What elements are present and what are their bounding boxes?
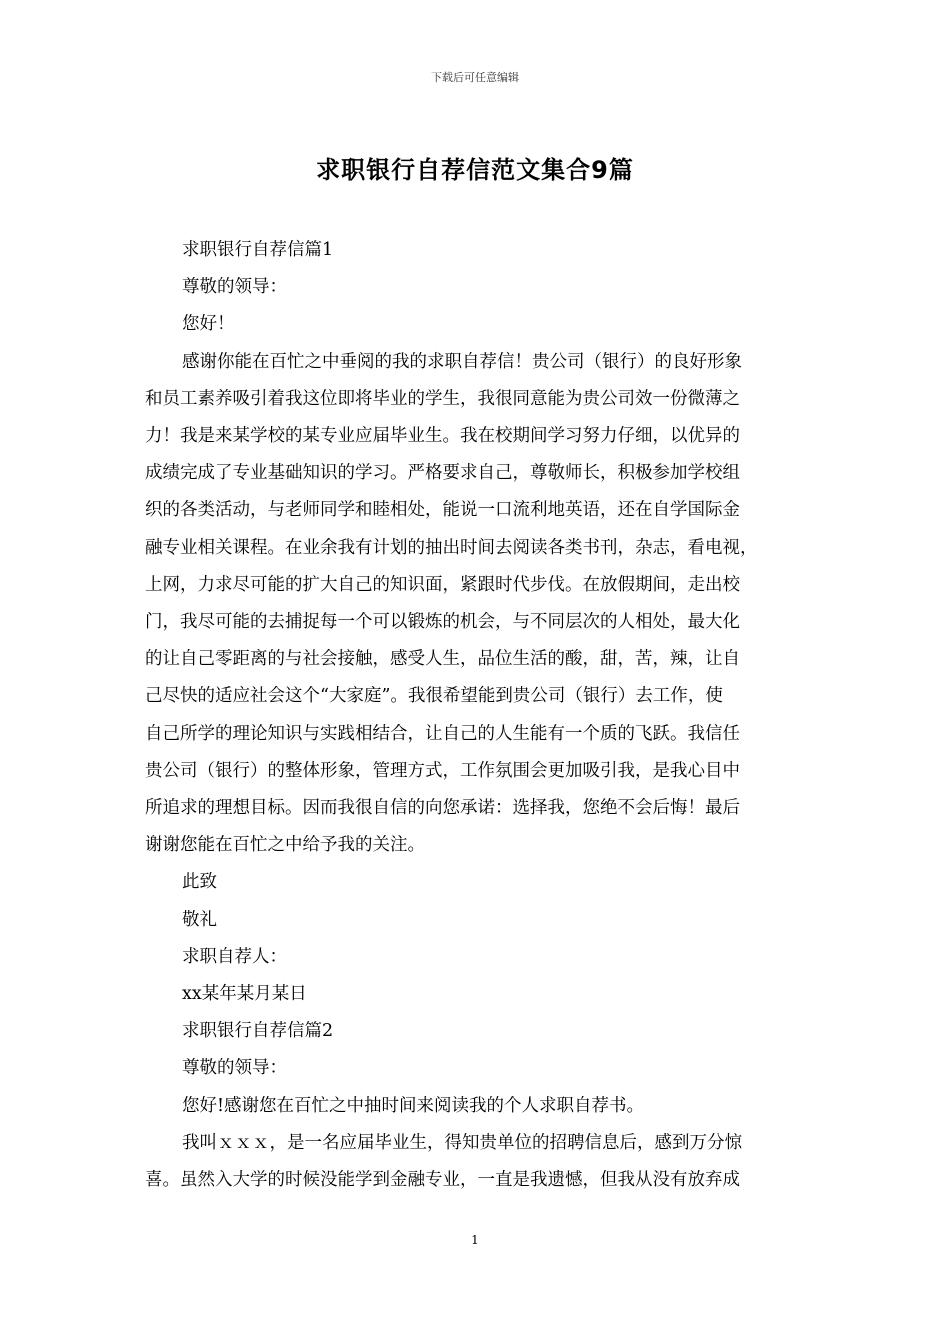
body-line: 织的各类活动，与老师同学和睦相处，能说一口流利地英语，还在自学国际金 <box>145 500 740 521</box>
letter1-body <box>145 344 809 865</box>
body-line: 感谢你能在百忙之中垂阅的我的求职自荐信！贵公司（银行）的良好形象 <box>182 351 742 372</box>
body-line: 我叫ｘｘｘ，是一名应届毕业生，得知贵单位的招聘信息后，感到万分惊 <box>182 1132 742 1153</box>
letter2-salutation: 尊敬的领导： <box>182 1058 287 1079</box>
letter2-heading: 求职银行自荐信篇2 <box>182 1021 334 1042</box>
letter1-heading: 求职银行自荐信篇1 <box>182 240 334 260</box>
body-line: 自己所学的理论知识与实践相结合，让自己的人生能有一个质的飞跃。我信任 <box>145 723 740 744</box>
page-number: 1 <box>471 1233 479 1247</box>
header-note: 下载后可任意编辑 <box>431 71 519 84</box>
letter1-greeting: 您好！ <box>182 314 235 335</box>
letter1-date: xx某年某月某日 <box>182 984 307 1005</box>
document-title: 求职银行自荐信范文集合9篇 <box>316 156 634 184</box>
body-line: 的让自己零距离的与社会接触，感受人生，品位生活的酸，甜，苦，辣，让自 <box>145 649 740 670</box>
body-line: 所追求的理想目标。因而我很自信的向您承诺：选择我，您绝不会后悔！最后 <box>145 798 740 819</box>
body-line: 喜。虽然入大学的时候没能学到金融专业，一直是我遗憾，但我从没有放弃成 <box>145 1170 740 1191</box>
letter1-closing: 此致 <box>182 872 217 893</box>
letter1-regards: 敬礼 <box>182 909 217 930</box>
body-line: 力！我是来某学校的某专业应届毕业生。我在校期间学习努力仔细，以优异的 <box>145 426 740 447</box>
body-line: 上网，力求尽可能的扩大自己的知识面，紧跟时代步伐。在放假期间，走出校 <box>145 574 740 595</box>
body-line: 己尽快的适应社会这个“大家庭”。我很希望能到贵公司（银行）去工作，使 <box>145 686 723 707</box>
document-body <box>145 232 809 1199</box>
letter1-salutation: 尊敬的领导： <box>182 277 287 298</box>
body-line: 贵公司（银行）的整体形象，管理方式，工作氛围会更加吸引我，是我心目中 <box>145 760 740 781</box>
body-line: 融专业相关课程。在业余我有计划的抽出时间去阅读各类书刊，杂志，看电视， <box>145 537 758 558</box>
body-line: 门，我尽可能的去捕捉每一个可以锻炼的机会，与不同层次的人相处，最大化 <box>145 612 740 633</box>
letter1-signer: 求职自荐人： <box>182 946 287 967</box>
body-line: 和员工素养吸引着我这位即将毕业的学生，我很同意能为贵公司效一份微薄之 <box>145 388 740 409</box>
letter2-body <box>145 1125 809 1199</box>
letter2-greeting: 您好!感谢您在百忙之中抽时间来阅读我的个人求职自荐书。 <box>182 1095 645 1116</box>
body-line: 成绩完成了专业基础知识的学习。严格要求自己，尊敬师长，积极参加学校组 <box>145 463 740 484</box>
body-line: 谢谢您能在百忙之中给予我的关注。 <box>145 835 425 856</box>
